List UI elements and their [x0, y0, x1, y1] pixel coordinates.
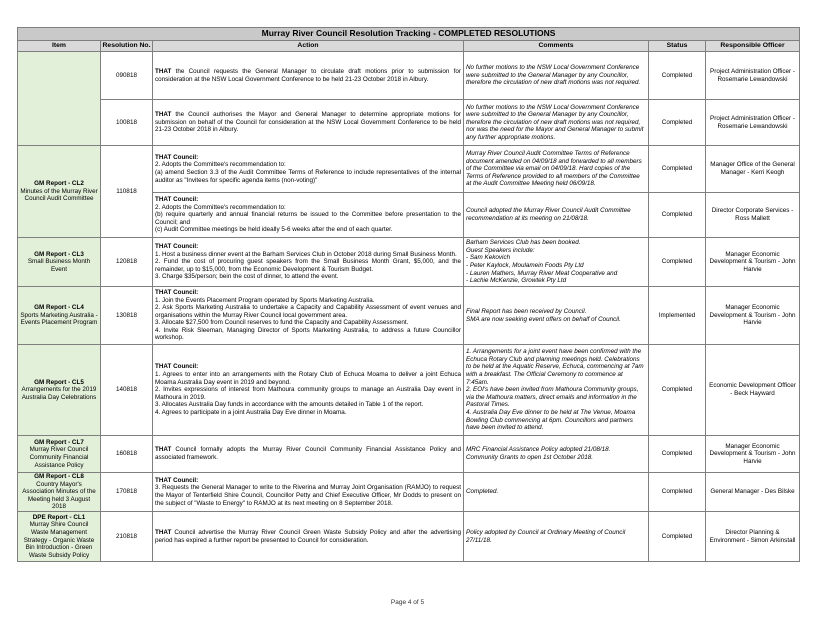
status-cell: Completed	[649, 512, 706, 562]
comments-cell: No further motions to the NSW Local Government Conference were submitted to the General Manager by any Councillor, therefore the circulation of new draft motions was not required, nor was the need for the Mayor and General Manager to submit any further appropriate motions.	[464, 100, 649, 146]
table-row	[18, 52, 800, 100]
officer-cell: Economic Development Officer - Beck Hayward	[706, 345, 800, 436]
action-cell: THAT Council: 1. Join the Events Placement Program operated by Sports Marketing Australia. 2. Ask Sports Marketing Australia to undertake a Capacity and Capability Assessment of event venues and organisations within the Murray River Council local government area. 3. Allocate $27,500 from Council reserves to fund the Capacity and Capability Assessment. 4. Invite Risk Sleeman, Managing Director of Sports Marketing Australia, to address a future Councillor workshop.	[153, 287, 464, 345]
header-row	[18, 41, 800, 52]
action-cell: THAT Council: 2. Adopts the Committee's recommendation to: (b) require quarterly and annual financial returns be issued to the Committee before presentation to the Council; and (c) Audit Committee meetings be held ideally 5-6 weeks after the end of each quarter.	[153, 193, 464, 238]
resolution-cell: 130818	[101, 287, 153, 345]
resolution-table	[17, 27, 800, 562]
action-cell: THAT the Council requests the General Manager to circulate draft motions prior to submission for consideration at the NSW Local Government Conference to be held 21-23 October 2018 in Albury.	[153, 52, 464, 100]
comments-cell: Policy adopted by Council at Ordinary Meeting of Council 27/11/18.	[464, 512, 649, 562]
header-action: Action	[153, 41, 464, 52]
status-cell: Completed	[649, 146, 706, 193]
action-cell: THAT Council: 1. Agrees to enter into an arrangements with the Rotary Club of Echuca Moama to deliver a joint Echuca Moama Australia Day event in 2019 and beyond. 2. Invites expressions of interest from Mathoura community groups to manage an Australia Day event in Mathoura in 2019. 3. Allocates Australia Day funds in accordance with the amounts detailed in Table 1 of the report. 4. Agrees to participate in a joint Australia Day Eve dinner in Moama.	[153, 345, 464, 436]
status-cell: Completed	[649, 238, 706, 287]
table-row	[18, 473, 800, 512]
action-cell: THAT Council formally adopts the Murray River Council Community Financial Assistance Policy and associated framework.	[153, 436, 464, 473]
item-cell	[18, 473, 101, 512]
item-title: GM Report - CL8	[34, 473, 84, 481]
item-subtitle: Minutes of the Murray River Council Audit Committee	[20, 187, 98, 203]
action-cell: THAT Council: 3. Requests the General Manager to write to the Riverina and Murray Joint Organisation (RAMJO) to request the Mayor of Tenterfield Shire Council, Councillor Petty and Chief Executive Officer, Mr Dodds to present on the subject of "Waste to Energy" to RAMJO at its next meeting on 8 September 2018.	[153, 473, 464, 512]
action-cell: THAT Council: 2. Adopts the Committee's recommendation to: (a) amend Section 3.3 of the Audit Committee Terms of Reference to include representatives of the internal auditor as "Invitees for specific agenda items (non-voting)"	[153, 146, 464, 193]
table-row	[18, 100, 800, 146]
status-cell: Completed	[649, 473, 706, 512]
item-subtitle: Country Mayor's Association Minutes of the Meeting held 3 August 2018	[22, 480, 96, 511]
resolution-cell: 140818	[101, 345, 153, 436]
item-subtitle: Murray Shire Council Waste Management Strategy - Organic Waste Bin Introduction - Green Waste Subsidy Policy	[23, 521, 95, 559]
action-cell: THAT Council: 1. Host a business dinner event at the Barham Services Club in October 2018 during Small Business Month. 2. Fund the cost of procuring guest speakers from the Small Business Month Grant, $5,000, and the remainder, up to $15,000, from the Economic Development & Tourism Budget. 3. Charge $35/person; bein the cost of dinner, to attend the event.	[153, 238, 464, 287]
status-cell: Implemented	[649, 287, 706, 345]
item-subtitle: Arrangements for the 2019 Australia Day Celebrations	[21, 386, 97, 401]
table-title: Murray River Council Resolution Tracking - COMPLETED RESOLUTIONS	[18, 28, 800, 41]
officer-cell: Manager Economic Development & Tourism - John Harvie	[706, 238, 800, 287]
status-cell: Completed	[649, 345, 706, 436]
comments-cell: Completed.	[464, 473, 649, 512]
item-title: GM Report - CL3	[34, 250, 84, 258]
document-page	[17, 27, 799, 562]
table-title-row	[18, 28, 800, 41]
header-comments: Comments	[464, 41, 649, 52]
resolution-cell: 170818	[101, 473, 153, 512]
item-cell	[18, 146, 101, 238]
officer-cell: General Manager - Des Bilske	[706, 473, 800, 512]
table-row	[18, 512, 800, 562]
comments-cell: No further motions to the NSW Local Government Conference were submitted to the General Manager by any Councillor, therefore the circulation of new draft motions was not required.	[464, 52, 649, 100]
resolution-cell: 210818	[101, 512, 153, 562]
item-subtitle: Sports Marketing Australia - Events Placement Program	[20, 311, 98, 327]
comments-cell: 1. Arrangements for a joint event have been confirmed with the Echuca Rotary Club and planning meetings held. Celebrations to be held at the Aquatic Reserve, Echuca, commencing at 7am with a breakfast. The Official Ceremony to commence at 7:45am. 2. EOI's have been invited from Mathoura Community groups, via the Mathoura matters, direct emails and information in the Pastoral Times. 4. Australia Day Eve dinner to be held at The Venue, Moama Bowling Club commencing at 6pm. Councillors and partners have been invited to attend.	[464, 345, 649, 436]
resolution-cell: 090818	[101, 52, 153, 100]
officer-cell: Manager Economic Development & Tourism - John Harvie	[706, 436, 800, 473]
header-item: Item	[18, 41, 101, 52]
resolution-cell: 110818	[101, 146, 153, 238]
officer-cell: Manager Office of the General Manager - Kerri Keogh	[706, 146, 800, 193]
table-row	[18, 345, 800, 436]
officer-cell: Director Planning & Environment - Simon Arkinstall	[706, 512, 800, 562]
comments-cell: Council adopted the Murray River Council Audit Committee recommendation at its meeting on 21/08/18.	[464, 193, 649, 238]
item-subtitle: Murray River Council Community Financial Assistance Policy	[29, 446, 89, 469]
item-cell	[18, 287, 101, 345]
item-cell	[18, 512, 101, 562]
table-row	[18, 287, 800, 345]
item-title: GM Report - CL2	[34, 180, 84, 188]
page-footer: Page 4 of 5	[390, 599, 425, 606]
resolution-cell: 160818	[101, 436, 153, 473]
status-cell: Completed	[649, 436, 706, 473]
item-title: GM Report - CL5	[34, 378, 84, 386]
item-cell	[18, 345, 101, 436]
status-cell: Completed	[649, 193, 706, 238]
header-resolution-no: Resolution No.	[101, 41, 153, 52]
item-title: GM Report - CL4	[34, 304, 84, 312]
comments-cell: Murray River Council Audit Committee Terms of Reference document amended on 04/09/18 and forwarded to all members of the Committee via email on 04/09/18. Hard copies of the Terms of Reference provided to all members of the Committee at the Audit Committee Meeting held 06/09/18.	[464, 146, 649, 193]
action-cell: THAT Council advertise the Murray River Council Green Waste Subsidy Policy and after the advertising period has expired a further report be presented to Council for consideration.	[153, 512, 464, 562]
comments-cell: MRC Financial Assistance Policy adopted 21/08/18. Community Grants to open 1st October 2018.	[464, 436, 649, 473]
officer-cell: Manager Economic Development & Tourism - John Harvie	[706, 287, 800, 345]
table-row	[18, 146, 800, 193]
item-cell	[18, 238, 101, 287]
status-cell: Completed	[649, 100, 706, 146]
item-title: DPE Report - CL1	[32, 513, 86, 521]
comments-cell: Barham Services Club has been booked. Guest Speakers include: - Sam Kekovich - Peter Kaylock, Moulamein Foods Pty Ltd - Lauren Mathers, Murray River Meat Cooperative and - Lachie McKenzie, Growtek Pty Ltd	[464, 238, 649, 287]
officer-cell: Project Administration Officer - Rosemarie Lewandowski	[706, 100, 800, 146]
resolution-cell: 100818	[101, 100, 153, 146]
action-cell: THAT the Council authorises the Mayor and General Manager to determine appropriate motions for submission on behalf of the Council for consideration at the NSW Local Government Conference to be held 21-23 October 2018 in Albury.	[153, 100, 464, 146]
item-cell	[18, 436, 101, 473]
officer-cell: Director Corporate Services - Ross Mallett	[706, 193, 800, 238]
resolution-cell: 120818	[101, 238, 153, 287]
comments-cell: Final Report has been received by Council. SMA are now seeking event offers on behalf of Council.	[464, 287, 649, 345]
status-cell: Completed	[649, 52, 706, 100]
item-cell	[18, 52, 101, 146]
officer-cell: Project Administration Officer - Rosemarie Lewandowski	[706, 52, 800, 100]
item-subtitle: Small Business Month Event	[27, 258, 91, 273]
header-status: Status	[649, 41, 706, 52]
header-responsible-officer: Responsible Officer	[706, 41, 800, 52]
item-title: GM Report - CL7	[34, 438, 84, 446]
table-row	[18, 436, 800, 473]
table-row	[18, 238, 800, 287]
